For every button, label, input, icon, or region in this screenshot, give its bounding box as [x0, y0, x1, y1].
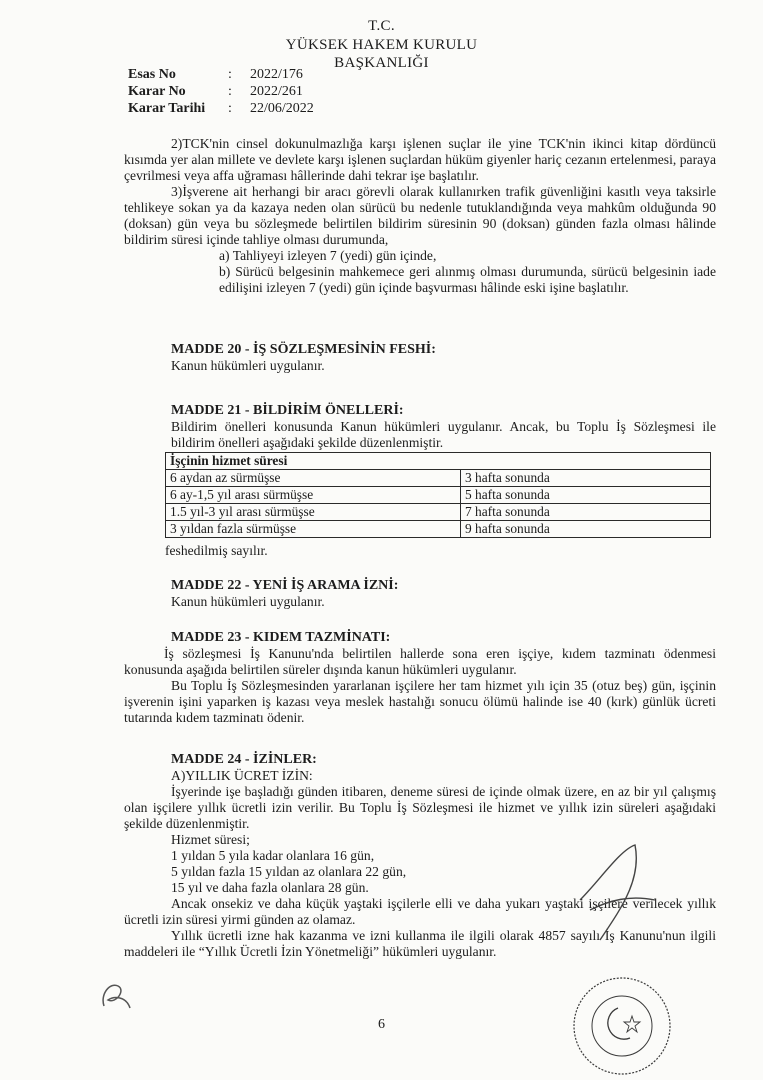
article-20-text: Kanun hükümleri uygulanır.	[171, 358, 325, 373]
article-23-text-2: Bu Toplu İş Sözleşmesinden yararlanan işçilere her tam hizmet yılı için 35 (otuz beş) gün, işçinin işverenin işini yaparken iş kazası veya meslek hastalığı sonucu ölümü halinde ise 40 (kırk) günlük ücreti tutarında kıdem tazminatı ödenir.	[124, 678, 716, 725]
table-row	[166, 470, 711, 487]
karar-value: 2022/261	[250, 84, 303, 99]
article-21	[124, 403, 716, 451]
article-21-heading: MADDE 21 - BİLDİRİM ÖNELLERİ:	[171, 403, 404, 418]
page-number: 6	[378, 1017, 385, 1032]
esas-row	[128, 66, 314, 83]
table-cell-period: 3 yıldan fazla sürmüşse	[166, 521, 461, 538]
article-24-subheading: A)YILLIK ÜCRET İZİN:	[171, 768, 313, 783]
paragraph-3: 3)İşverene ait herhangi bir aracı görevli olarak kullanırken trafik güvenliğini kasıtlı veya taksirle tehlikeye sokan ya da kazaya neden olan sürücü bu nedenle tutuklandığında veya mahkûm olduğunda 90 (doksan) gün veya bu sözleşmede belirtilen bildirim süresinin 90 (doksan) günden fazla olması hâlinde bildirim süresi içinde tahliye olması durumunda,	[124, 184, 716, 247]
article-24-text-2: Ancak onsekiz ve daha küçük yaştaki işçilerle elli ve daha yukarı yaştaki işçilere verilecek yıllık ücretli izin süresi yirmi günden az olamaz.	[124, 896, 716, 927]
article-21-after: feshedilmiş sayılır.	[165, 543, 268, 558]
table-cell-notice: 7 hafta sonunda	[461, 504, 711, 521]
karar-label: Karar No	[128, 84, 186, 99]
initials-mark-icon	[96, 976, 136, 1016]
service-label: Hizmet süresi;	[171, 832, 250, 847]
signature-icon	[560, 840, 660, 950]
notice-period-table	[165, 452, 711, 538]
table-cell-notice: 9 hafta sonunda	[461, 521, 711, 538]
header-institution: YÜKSEK HAKEM KURULU	[285, 37, 478, 53]
table-row	[166, 504, 711, 521]
article-22	[124, 578, 716, 610]
tarih-value: 22/06/2022	[250, 101, 314, 116]
article-23	[124, 630, 716, 726]
case-meta	[128, 66, 314, 117]
article-22-heading: MADDE 22 - YENİ İŞ ARAMA İZNİ:	[171, 578, 399, 593]
article-22-text: Kanun hükümleri uygulanır.	[171, 594, 325, 609]
karar-row	[128, 83, 314, 100]
esas-value: 2022/176	[250, 67, 303, 82]
article-20	[124, 342, 716, 374]
article-21-text: Bildirim önelleri konusunda Kanun hükümleri uygulanır. Ancak, bu Toplu İş Sözleşmesi ile bildirim önelleri aşağıdaki şekilde düzenlenmiştir.	[171, 419, 716, 450]
official-seal-icon	[566, 972, 678, 1076]
article-24-text-1: İşyerinde işe başladığı günden itibaren, deneme süresi de içinde olmak üzere, en az bir yıl çalışmış olan işçilere yıllık ücretli izin verilir. Bu Toplu İş Sözleşmesi ile hizmet ve yıllık izin süreleri aşağıdaki şekilde düzenlenmiştir.	[124, 784, 716, 831]
esas-colon: :	[228, 67, 232, 82]
table-header-cell: İşçinin hizmet süresi	[166, 453, 711, 470]
tarih-label: Karar Tarihi	[128, 101, 206, 116]
table-cell-notice: 5 hafta sonunda	[461, 487, 711, 504]
header-tc: T.C.	[368, 18, 395, 34]
leave-line-3: 15 yıl ve daha fazla olanlara 28 gün.	[171, 880, 369, 895]
karar-colon: :	[228, 84, 232, 99]
article-23-text-1: İş sözleşmesi İş Kanunu'nda belirtilen hallerde sona eren işçiye, kıdem tazminatı ödenmesi konusunda aşağıda belirtilen süreler dışında kanun hükümleri uygulanır.	[124, 646, 716, 677]
table-cell-period: 1.5 yıl-3 yıl arası sürmüşse	[166, 504, 461, 521]
table-cell-period: 6 ay-1,5 yıl arası sürmüşse	[166, 487, 461, 504]
table-header-row	[166, 453, 711, 470]
esas-label: Esas No	[128, 67, 176, 82]
article-24-text-3: Yıllık ücretli izne hak kazanma ve izni kullanma ile ilgili olarak 4857 sayılı İş Kanunu'nun ilgili maddeleri ile “Yıllık Ücretli İzin Yönetmeliği” hükümleri uygulanır.	[124, 928, 716, 959]
paragraph-2: 2)TCK'nin cinsel dokunulmazlığa karşı işlenen suçlar ile yine TCK'nin ikinci kitap dördüncü kısımda yer alan millete ve devlete karşı işlenen suçlardan hüküm giyenler hariç cezanın ertelenmesi, paraya çevrilmesi veya affa uğraması hâllerinde dahi tekrar işe başlatılır.	[124, 136, 716, 183]
leave-line-2: 5 yıldan fazla 15 yıldan az olanlara 22 gün,	[171, 864, 407, 879]
intro-paragraphs	[124, 136, 716, 296]
table-row	[166, 521, 711, 538]
tarih-colon: :	[228, 101, 232, 116]
article-23-heading: MADDE 23 - KIDEM TAZMİNATI:	[171, 630, 391, 645]
paragraph-3b: b) Sürücü belgesinin mahkemece geri alınmış olması durumunda, sürücü belgesinin iade edilişini izleyen 7 (yedi) gün içinde başvurması hâlinde eski işine başlatılır.	[219, 264, 716, 295]
paragraph-3a: a) Tahliyeyi izleyen 7 (yedi) gün içinde,	[219, 248, 437, 263]
header-office: BAŞKANLIĞI	[334, 55, 429, 71]
tarih-row	[128, 100, 314, 117]
table-cell-period: 6 aydan az sürmüşse	[166, 470, 461, 487]
article-24-heading: MADDE 24 - İZİNLER:	[171, 752, 317, 767]
article-20-heading: MADDE 20 - İŞ SÖZLEŞMESİNİN FESHİ:	[171, 342, 436, 357]
leave-line-1: 1 yıldan 5 yıla kadar olanlara 16 gün,	[171, 848, 375, 863]
table-cell-notice: 3 hafta sonunda	[461, 470, 711, 487]
table-row	[166, 487, 711, 504]
